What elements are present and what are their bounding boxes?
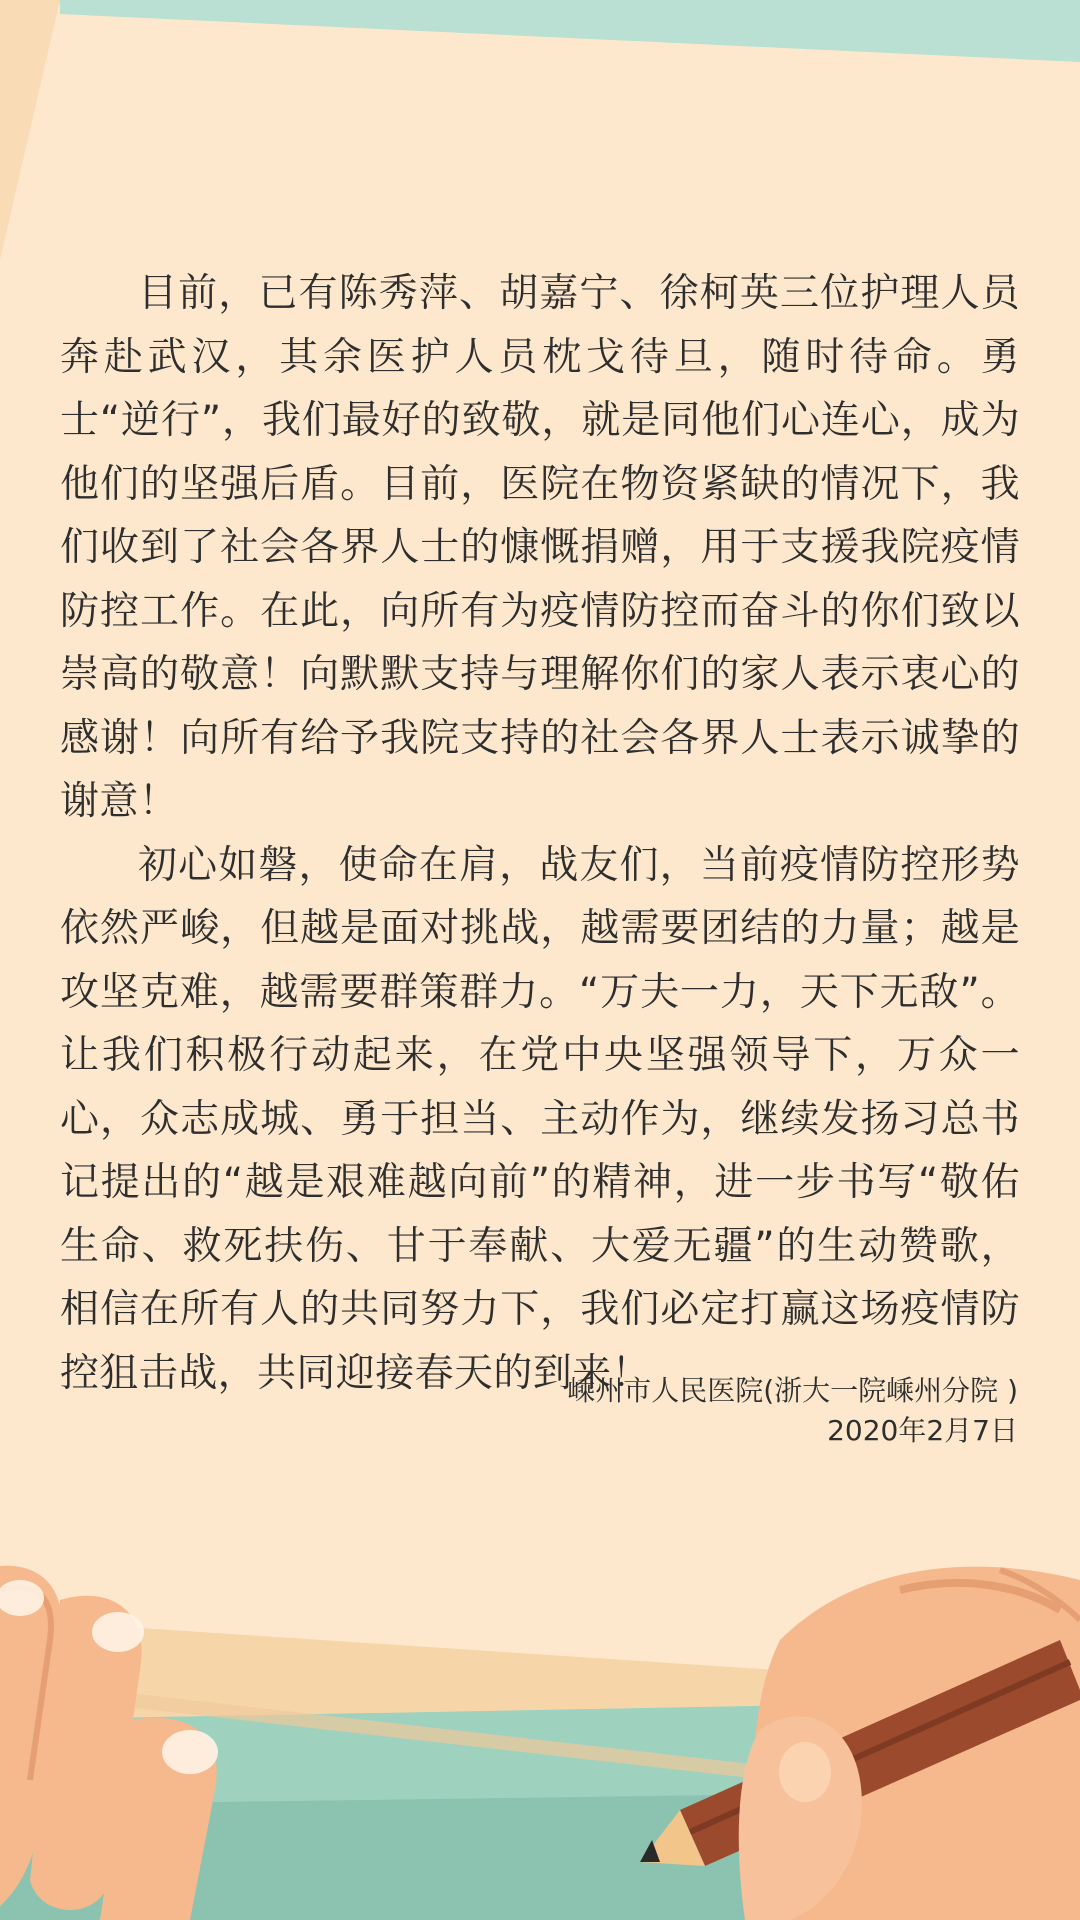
letter-body bbox=[60, 262, 1020, 1405]
letter-paragraph-1: 目前，已有陈秀萍、胡嘉宁、徐柯英三位护理人员奔赴武汉，其余医护人员枕戈待旦，随时待命。勇士“逆行”，我们最好的致敬，就是同他们心连心，成为他们的坚强后盾。目前，医院在物资紧缺的情况下，我们收到了社会各界人士的慷慨捐赠，用于支援我院疫情防控工作。在此，向所有为疫情防控而奋斗的你们致以崇高的敬意！向默默支持与理解你们的家人表示衷心的感谢！向所有给予我院支持的社会各界人士表示诚挚的谢意！ bbox=[60, 271, 1020, 824]
letter-paragraph-2: 初心如磐，使命在肩，战友们，当前疫情防控形势依然严峻，但越是面对挑战，越需要团结的力量；越是攻坚克难，越需要群策群力。“万夫一力，天下无敌”。让我们积极行动起来，在党中央坚强领导下，万众一心，众志成城、勇于担当、主动作为，继续发扬习总书记提出的“越是艰难越向前”的精神，进一步书写“敬佑生命、救死扶伤、甘于奉献、大爱无疆”的生动赞歌，相信在所有人的共同努力下，我们必定打赢这场疫情防控狙击战，共同迎接春天的到来！ bbox=[60, 842, 1020, 1396]
letter-signature bbox=[567, 1371, 1018, 1451]
signature-organization: 嵊州市人民医院(浙大一院嵊州分院 ) bbox=[567, 1374, 1018, 1407]
signature-date: 2020年2月7日 bbox=[827, 1414, 1018, 1447]
